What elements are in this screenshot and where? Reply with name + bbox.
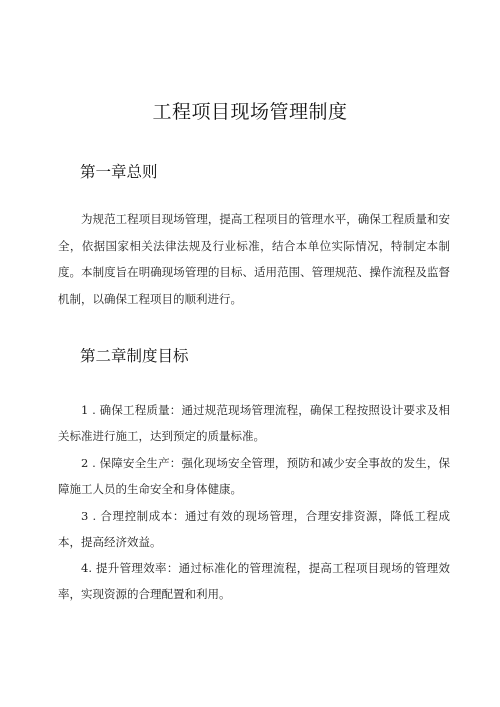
goal-item-1: 1 . 确保工程质量：通过规范现场管理流程，确保工程按照设计要求及相关标准进行施工，达到预定的质量标准。: [58, 403, 450, 443]
chapter-2-heading: 第二章制度目标: [80, 347, 189, 365]
goal-item-2: 2 . 保障安全生产：强化现场安全管理，预防和减少安全事故的发生，保障施工人员的生命安全和身体健康。: [58, 456, 450, 496]
document-title: 工程项目现场管理制度: [152, 101, 348, 123]
goal-item-4: 4. 提升管理效率：通过标准化的管理流程，提高工程项目现场的管理效率，实现资源的合理配置和利用。: [58, 561, 450, 601]
chapter-1-paragraph: 为规范工程项目现场管理，提高工程项目的管理水平，确保工程质量和安全，依据国家相关法律法规及行业标准，结合本单位实际情况，特制定本制度。本制度旨在明确现场管理的目标、适用范围、管理规范、操作流程及监督机制，以确保工程项目的顺利进行。: [58, 212, 450, 306]
goal-item-3: 3 . 合理控制成本：通过有效的现场管理，合理安排资源，降低工程成本，提高经济效益。: [58, 509, 450, 549]
chapter-1-heading: 第一章总则: [80, 163, 158, 181]
